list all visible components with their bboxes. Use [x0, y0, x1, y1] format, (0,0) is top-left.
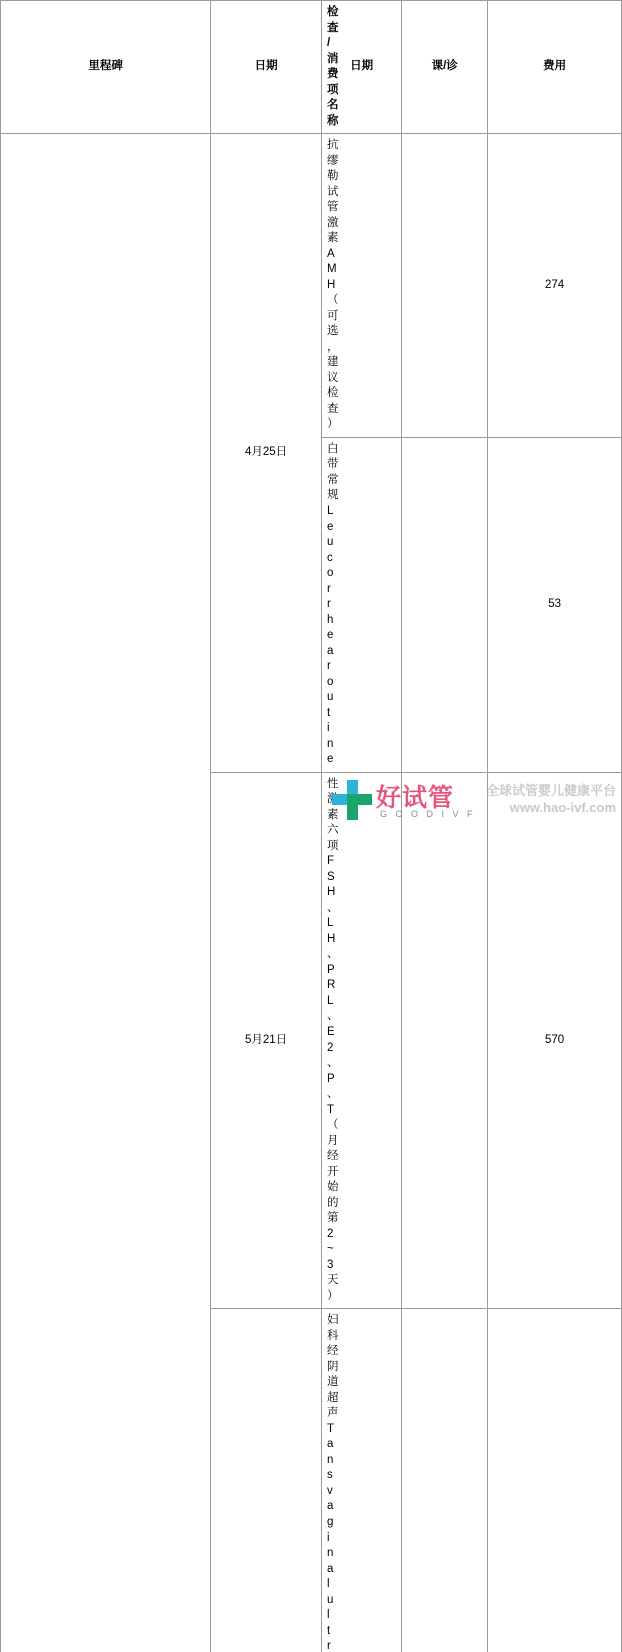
row-date — [211, 1309, 322, 1652]
row-date2 — [322, 1309, 402, 1652]
row-dept — [402, 1309, 488, 1652]
watermark-url: www.hao-ivf.com — [510, 800, 616, 815]
row-date: 5月21日 — [211, 772, 322, 1309]
row-fee: 53 — [488, 437, 622, 772]
header-date: 日期 — [211, 1, 322, 134]
table-row — [1, 134, 622, 438]
watermark-title: 好试管 — [376, 778, 454, 814]
row-date2 — [322, 437, 402, 772]
row-dept — [402, 772, 488, 1309]
row-fee — [488, 1309, 622, 1652]
milestone-cell — [1, 134, 211, 1652]
header-date2: 日期 — [322, 1, 402, 134]
watermark-subtitle: G O O D I V F — [380, 809, 476, 819]
header-milestone: 里程碑 — [1, 1, 211, 134]
row-date: 4月25日 — [211, 134, 322, 773]
row-date2 — [322, 772, 402, 1309]
row-fee: 570 — [488, 772, 622, 1309]
header-dept: 课/诊 — [402, 1, 488, 134]
row-fee: 274 — [488, 134, 622, 438]
row-dept — [402, 437, 488, 772]
table-header-row — [1, 1, 622, 134]
header-fee: 费用 — [488, 1, 622, 134]
row-dept — [402, 134, 488, 438]
watermark-tagline: 全球试管婴儿健康平台 — [486, 780, 616, 799]
